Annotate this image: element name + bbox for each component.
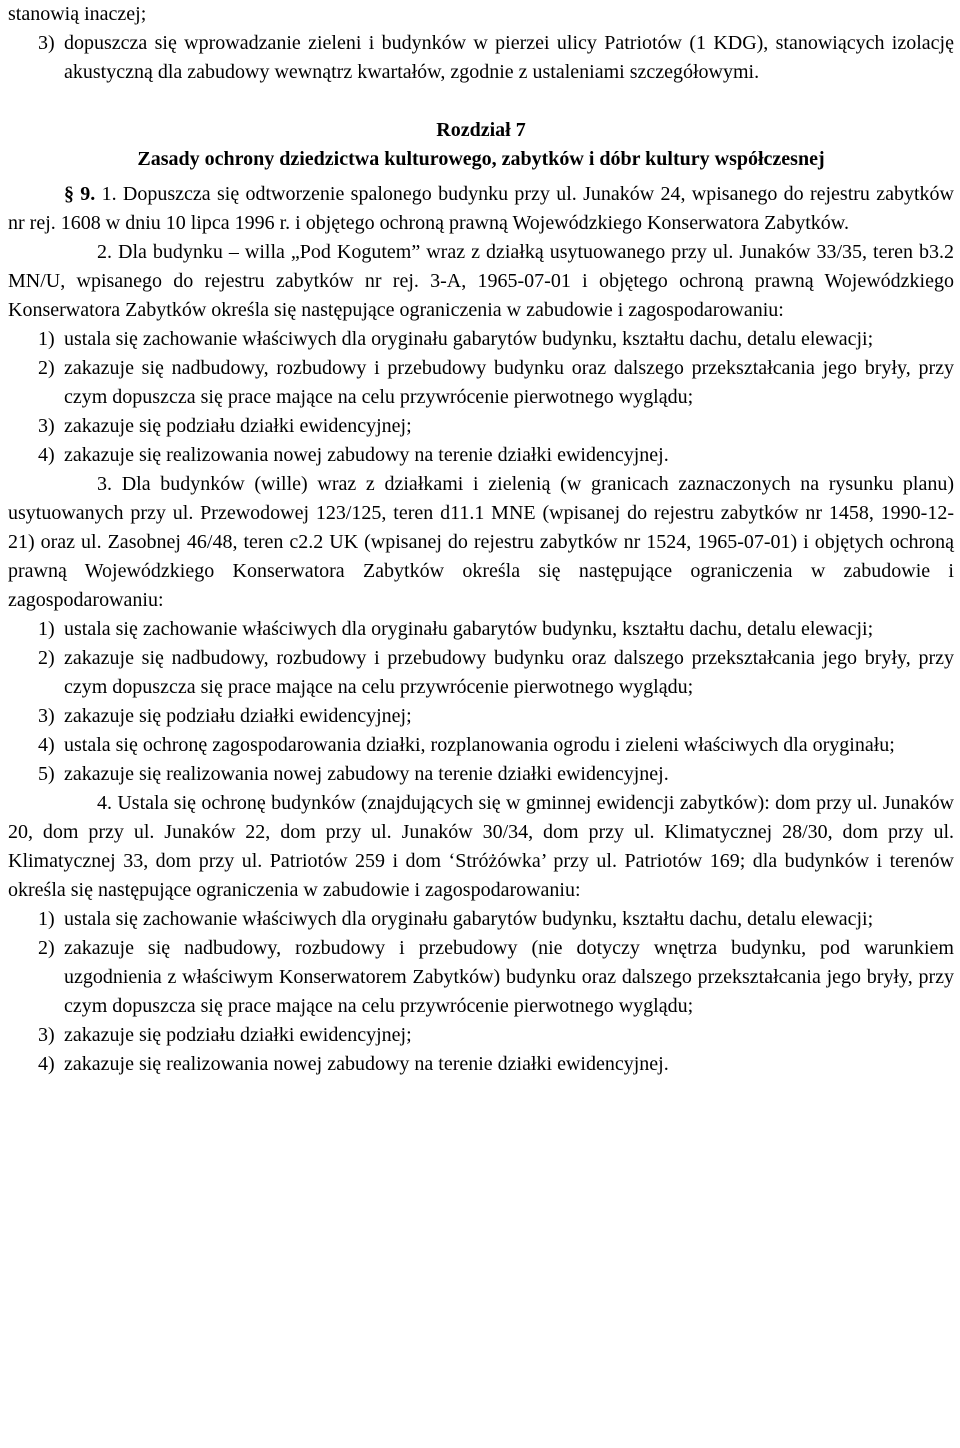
- list-item-number: 4): [38, 1053, 55, 1075]
- list-item-text: zakazuje się nadbudowy, rozbudowy i przebudowy budynku oraz dalszego przekształcania jego bryły, przy czym dopuszcza się prace mające na celu przywrócenie pierwotnego wyglądu;: [64, 647, 954, 698]
- list-item-number: 3): [38, 32, 55, 54]
- list-item-text: zakazuje się nadbudowy, rozbudowy i przebudowy budynku oraz dalszego przekształcania jego bryły, przy czym dopuszcza się prace mające na celu przywrócenie pierwotnego wyglądu;: [64, 357, 954, 408]
- paragraph-3-list: [8, 615, 954, 789]
- list-item: [8, 412, 954, 441]
- document-page: [8, 0, 954, 1079]
- list-item: [8, 325, 954, 354]
- section-paragraph-3: 3. Dla budynków (wille) wraz z działkami i zielenią (w granicach zaznaczonych na rysunku planu) usytuowanych przy ul. Przewodowej 123/125, teren d11.1 MNE (wpisanej do rejestru zabytków nr 1458, 1990-12-21) oraz ul. Zasobnej 46/48, teren c2.2 UK (wpisanej do rejestru zabytków nr 1524, 1965-07-01) i objętych ochroną prawną Wojewódzkiego Konserwatora Zabytków określa się następujące ograniczenia w zabudowie i zagospodarowaniu:: [8, 473, 954, 611]
- list-item-text: zakazuje się realizowania nowej zabudowy na terenie działki ewidencyjnej.: [64, 444, 669, 466]
- list-item-text: zakazuje się realizowania nowej zabudowy na terenie działki ewidencyjnej.: [64, 763, 669, 785]
- list-item-number: 1): [38, 328, 55, 350]
- list-item-number: 4): [38, 444, 55, 466]
- paragraph-text: 1. Dopuszcza się odtworzenie spalonego budynku przy ul. Junaków 24, wpisanego do rejestru zabytków nr rej. 1608 w dniu 10 lipca 1996 r. i objętego ochroną prawną Wojewódzkiego Konserwatora Zabytków.: [8, 183, 954, 234]
- section-paragraph-1: [8, 180, 954, 238]
- list-item-number: 1): [38, 908, 55, 930]
- list-item-text: ustala się ochronę zagospodarowania działki, rozplanowania ogrodu i zieleni właściwych dla oryginału;: [64, 734, 895, 756]
- list-item: [8, 441, 954, 470]
- list-item-number: 3): [38, 1024, 55, 1046]
- list-item-text: dopuszcza się wprowadzanie zieleni i budynków w pierzei ulicy Patriotów (1 KDG), stanowiących izolację akustyczną dla zabudowy wewnątrz kwartałów, zgodnie z ustaleniami szczegółowymi.: [64, 32, 954, 83]
- list-item-text: zakazuje się nadbudowy, rozbudowy i przebudowy (nie dotyczy wnętrza budynku, pod warunkiem uzgodnienia z właściwym Konserwatorem Zabytków) budynku oraz dalszego przekształcania jego bryły, przy czym dopuszcza się prace mające na celu przywrócenie pierwotnego wyglądu;: [64, 937, 954, 1017]
- list-item: [8, 702, 954, 731]
- list-item: [8, 1050, 954, 1079]
- list-item: [8, 905, 954, 934]
- list-item-number: 2): [38, 357, 55, 379]
- list-item-text: zakazuje się podziału działki ewidencyjnej;: [64, 415, 412, 437]
- section-label: § 9.: [64, 183, 96, 205]
- list-item-number: 4): [38, 734, 55, 756]
- list-item-number: 3): [38, 415, 55, 437]
- list-item-number: 3): [38, 705, 55, 727]
- list-item-text: ustala się zachowanie właściwych dla oryginału gabarytów budynku, kształtu dachu, detalu elewacji;: [64, 328, 874, 350]
- list-item-text: ustala się zachowanie właściwych dla oryginału gabarytów budynku, kształtu dachu, detalu elewacji;: [64, 618, 874, 640]
- list-item-number: 1): [38, 618, 55, 640]
- list-item-number: 2): [38, 647, 55, 669]
- paragraph-4-list: [8, 905, 954, 1079]
- list-item: [8, 731, 954, 760]
- list-item-text: ustala się zachowanie właściwych dla oryginału gabarytów budynku, kształtu dachu, detalu elewacji;: [64, 908, 874, 930]
- list-item: [8, 934, 954, 1021]
- section-paragraph-4: 4. Ustala się ochronę budynków (znajdujących się w gminnej ewidencji zabytków): dom przy ul. Junaków 20, dom przy ul. Junaków 22, dom przy ul. Junaków 30/34, dom przy ul. Klimatycznej 28/30, dom przy ul. Klimatycznej 33, dom przy ul. Patriotów 259 i dom ‘Stróżówka’ przy ul. Patriotów 169; dla budynków i terenów określa się następujące ograniczenia w zabudowie i zagospodarowaniu:: [8, 792, 954, 901]
- chapter-title: Zasady ochrony dziedzictwa kulturowego, zabytków i dóbr kultury współczesnej: [137, 148, 825, 170]
- list-item-text: zakazuje się podziału działki ewidencyjnej;: [64, 705, 412, 727]
- list-item-number: 2): [38, 937, 55, 959]
- intro-list: [8, 29, 954, 87]
- list-item-text: zakazuje się podziału działki ewidencyjnej;: [64, 1024, 412, 1046]
- section-paragraph-2: 2. Dla budynku – willa „Pod Kogutem” wraz z działką usytuowanego przy ul. Junaków 33/35, teren b3.2 MN/U, wpisanego do rejestru zabytków nr rej. 3-A, 1965-07-01 i objętego ochroną prawną Wojewódzkiego Konserwatora Zabytków określa się następujące ograniczenia w zabudowie i zagospodarowaniu:: [8, 241, 954, 321]
- list-item: [8, 615, 954, 644]
- list-item: [8, 1021, 954, 1050]
- list-item: [8, 760, 954, 789]
- list-item-text: zakazuje się realizowania nowej zabudowy na terenie działki ewidencyjnej.: [64, 1053, 669, 1075]
- paragraph-2-list: [8, 325, 954, 470]
- continuation-text: stanowią inaczej;: [8, 3, 147, 25]
- list-item: [8, 644, 954, 702]
- list-item: [8, 354, 954, 412]
- list-item-number: 5): [38, 763, 55, 785]
- chapter-label: Rozdział 7: [436, 119, 526, 141]
- list-item: [8, 29, 954, 87]
